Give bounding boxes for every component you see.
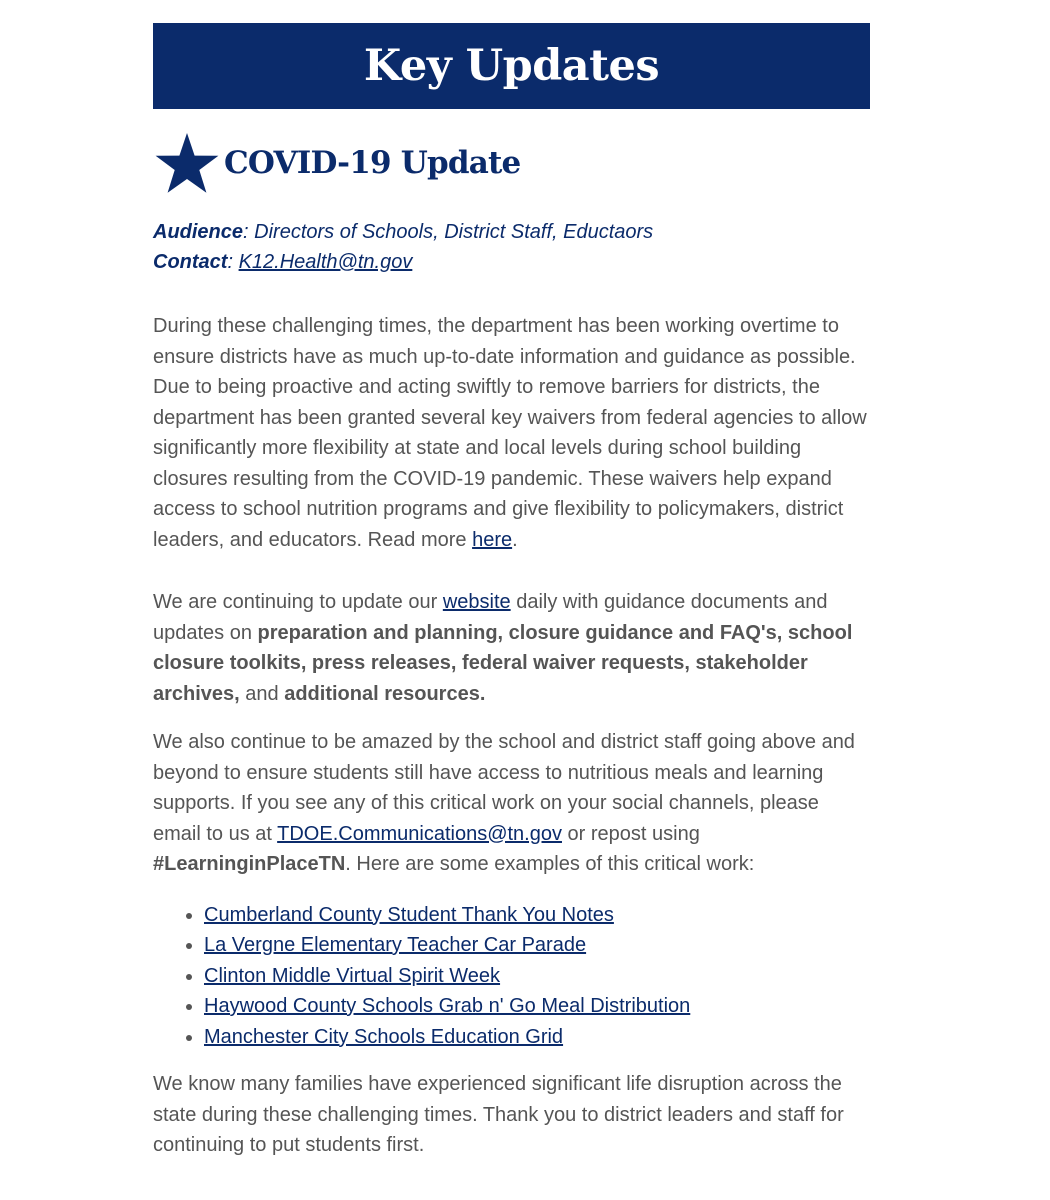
paragraph-waivers-end: . (512, 528, 518, 551)
paragraph-social-mid: or repost using (561, 822, 700, 845)
website-link[interactable]: website (442, 591, 511, 613)
paragraph-website-mid: daily with guidance documents and updates on (153, 591, 828, 644)
list-item (204, 1022, 870, 1053)
paragraph-website (153, 587, 870, 709)
contact-line (153, 247, 870, 277)
paragraph-social-end: . Here are some examples of this critical work: (345, 853, 755, 875)
paragraph-website-and: and (239, 682, 285, 705)
example-link[interactable]: Haywood County Schools Grab n' Go Meal Distribution (204, 995, 691, 1017)
key-updates-banner (153, 23, 870, 109)
contact-email-link[interactable]: K12.Health@tn.gov (238, 251, 413, 273)
audience-value: : Directors of Schools, District Staff, Eductaors (243, 221, 654, 243)
example-link[interactable]: La Vergne Elementary Teacher Car Parade (204, 934, 587, 956)
paragraph-website-lead: We are continuing to update our (153, 591, 443, 613)
read-more-link[interactable]: here (472, 528, 513, 551)
paragraph-closing: We know many families have experienced significant life disruption across the state during these challenging times. Thank you to district leaders and staff for continuing to put students first. (153, 1073, 844, 1156)
section-title: COVID-19 Update (224, 145, 521, 181)
newsletter (153, 23, 870, 1161)
list-item (204, 961, 870, 992)
hashtag: #LearninginPlaceTN (153, 853, 346, 875)
example-link[interactable]: Clinton Middle Virtual Spirit Week (204, 964, 501, 987)
paragraph-social-lead: We also continue to be amazed by the school and district staff going above and beyond to ensure students still have access to nutritious meals and learning supports. If you see any of this critical work on your social channels, please email to us at (153, 731, 855, 845)
audience-label: Audience (153, 221, 244, 243)
banner-title: Key Updates (363, 40, 660, 91)
resources-list-bold: preparation and planning, closure guidance and FAQ's, school closure toolkits, press releases, federal waiver requests, stakeholder archives, (153, 621, 853, 705)
examples-list (153, 900, 870, 1053)
paragraph-waivers (153, 311, 870, 555)
communications-email-link[interactable]: TDOE.Communications@tn.gov (277, 822, 562, 845)
contact-label: Contact (153, 251, 228, 273)
star-icon (155, 133, 219, 193)
meta-block (153, 217, 870, 277)
paragraph-waivers-text: During these challenging times, the department has been working overtime to ensure districts have as much up-to-date information and guidance as possible. Due to being proactive and acting swiftly to remove barriers for districts, the department has been granted several key waivers from federal agencies to allow significantly more flexibility at state and local levels during school building closures resulting from the COVID-19 pandemic. These waivers help expand access to school nutrition programs and give flexibility to policymakers, district leaders, and educators. Read more (153, 315, 867, 551)
example-link[interactable]: Manchester City Schools Education Grid (204, 1025, 564, 1048)
audience-line (153, 217, 870, 247)
paragraph-social (153, 727, 870, 880)
list-item (204, 900, 870, 931)
example-link[interactable]: Cumberland County Student Thank You Notes (204, 903, 614, 926)
additional-resources-bold: additional resources. (284, 682, 486, 705)
contact-separator: : (227, 251, 239, 273)
section-heading (153, 133, 870, 193)
list-item (204, 930, 870, 961)
list-item (204, 991, 870, 1022)
